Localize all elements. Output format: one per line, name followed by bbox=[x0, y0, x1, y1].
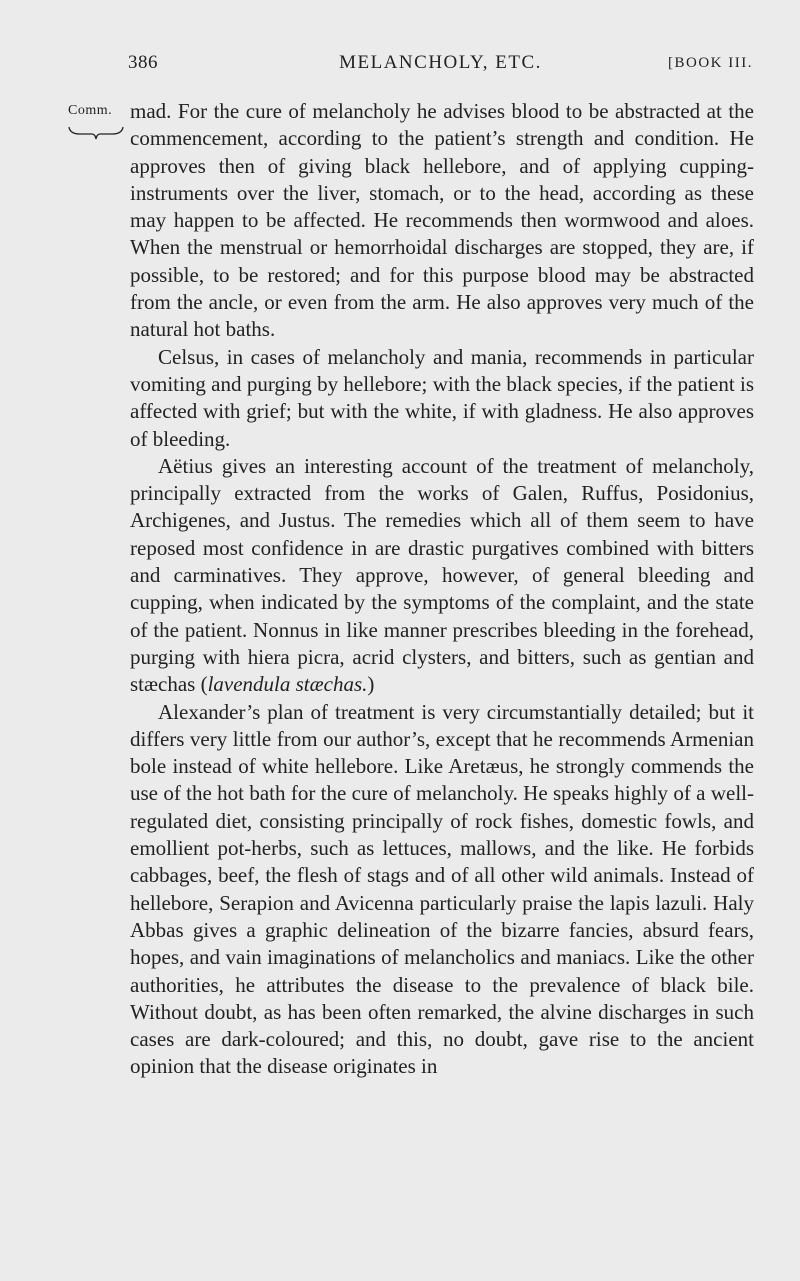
brace-icon bbox=[68, 124, 124, 142]
paragraph-text: Aëtius gives an interesting account of the treatment of melancholy, principally extracted from the works of Galen, Ruffus, Posidonius, Archigenes, and Justus. The remedies which all of them seem to have reposed most confidence in are drastic purgatives combined with bitters and carminatives. They approve, however, of general bleeding and cupping, when indicated by the symptoms of the complaint, and the state of the patient. Nonnus in like manner prescribes bleeding in the forehead, purging with hiera picra, acrid clysters, and bitters, such as gentian and stæchas ( bbox=[130, 453, 754, 697]
book-marker: [BOOK III. bbox=[668, 55, 753, 71]
body-text bbox=[130, 98, 754, 1081]
page-number: 386 bbox=[128, 52, 158, 73]
paragraph: Celsus, in cases of melancholy and mania, recommends in particular vomiting and purging by hellebore; with the black species, if the patient is affected with grief; but with the white, if with gladness. He also approves of bleeding. bbox=[130, 344, 754, 451]
italic-term: lavendula stæchas. bbox=[207, 672, 368, 697]
paragraph: mad. For the cure of melancholy he advises blood to be abstracted at the commencement, according to the patient’s strength and condition. He approves then of giving black hellebore, and of applying cupping-instruments over the liver, stomach, or to the head, according as these may happen to be affected. He recommends then wormwood and aloes. When the menstrual or hemorrhoidal discharges are stopped, they are, if possible, to be restored; and for this purpose blood may be abstracted from the ancle, or even from the arm. He also approves very much of the natural hot baths. bbox=[130, 99, 754, 342]
paragraph-text: ) bbox=[367, 672, 375, 697]
margin-note: Comm. bbox=[68, 103, 113, 118]
paragraph bbox=[130, 453, 754, 699]
running-title: MELANCHOLY, ETC. bbox=[339, 52, 542, 73]
paragraph: Alexander’s plan of treatment is very circumstantially detailed; but it differs very little from our author’s, except that he recommends Armenian bole instead of white hellebore. Like Aretæus, he strongly commends the use of the hot bath for the cure of melancholy. He speaks highly of a well-regulated diet, consisting principally of rock fishes, domestic fowls, and emollient pot-herbs, such as lettuces, mallows, and the like. He forbids cabbages, beef, the flesh of stags and of all other wild animals. Instead of hellebore, Serapion and Avicenna particularly praise the lapis lazuli. Haly Abbas gives a graphic delineation of the bizarre fancies, absurd fears, hopes, and vain imaginations of melancholics and maniacs. Like the other authorities, he attributes the disease to the prevalence of black bile. Without doubt, as has been often remarked, the alvine discharges in such cases are dark-coloured; and this, no doubt, gave rise to the ancient opinion that the disease originates in bbox=[130, 699, 754, 1079]
